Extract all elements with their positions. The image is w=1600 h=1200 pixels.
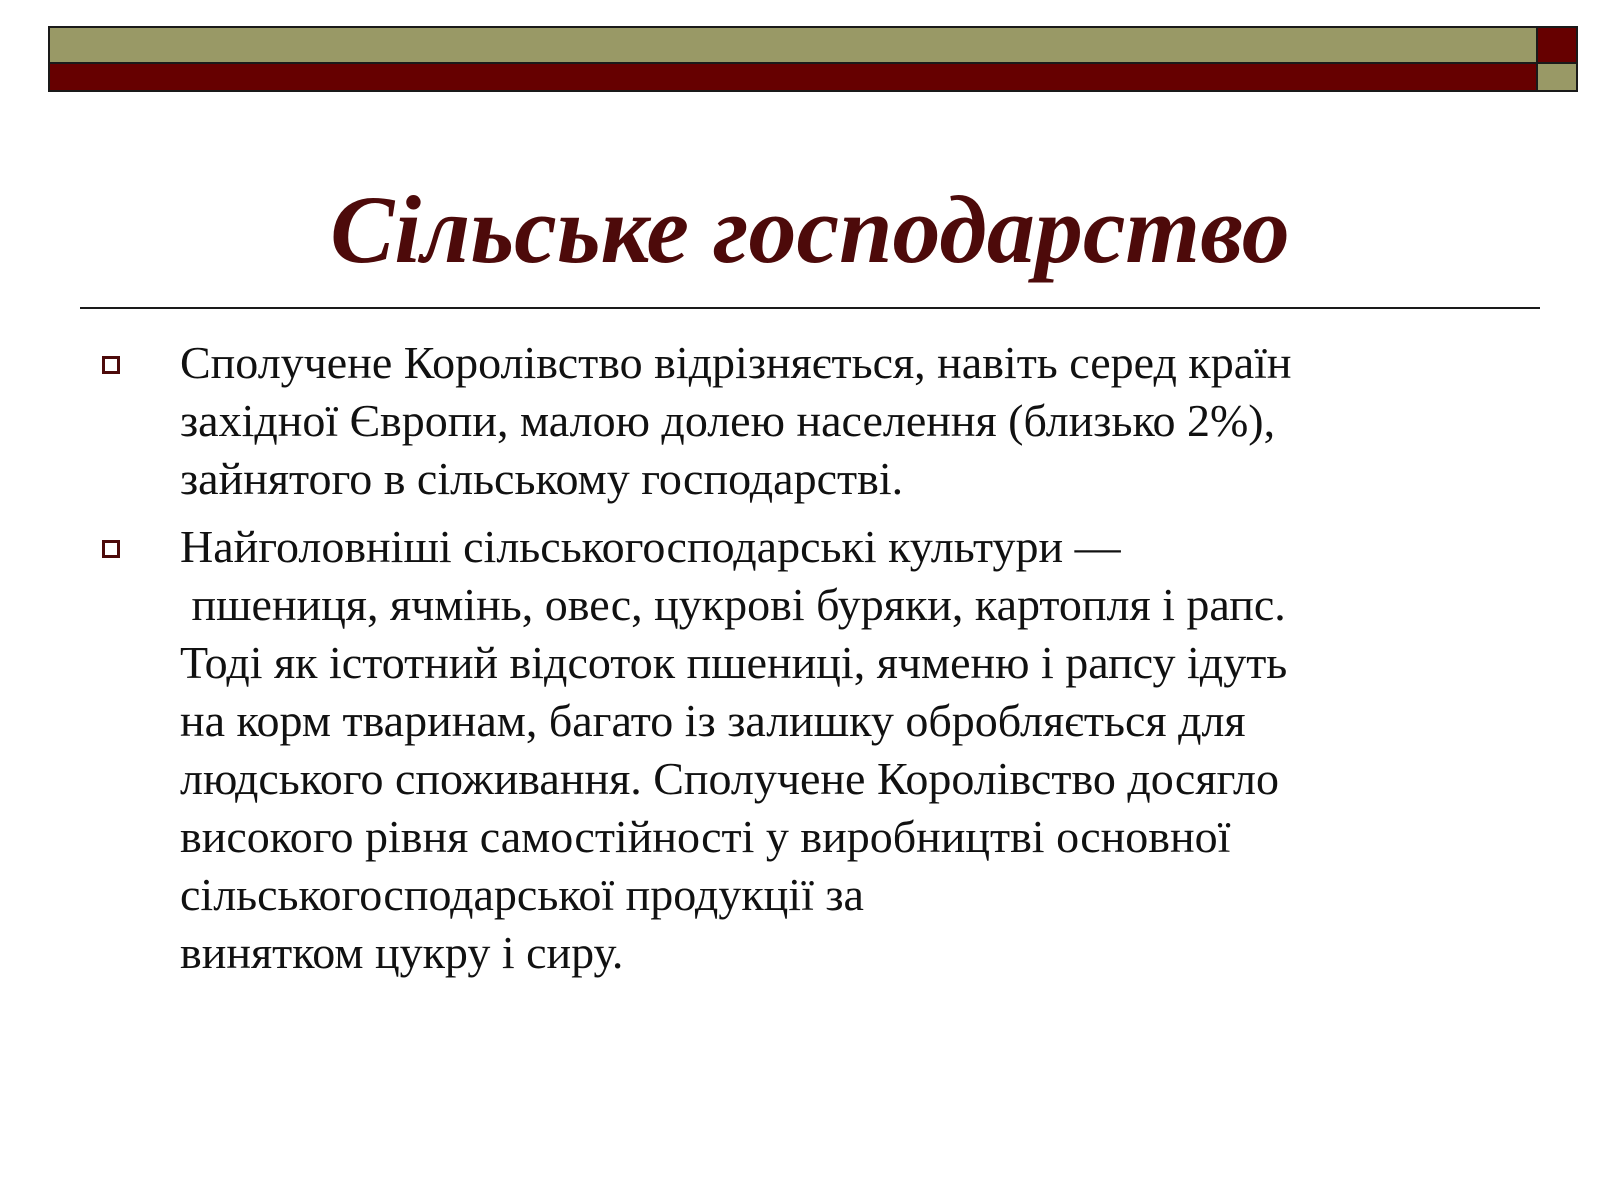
square-bullet-icon	[102, 540, 120, 558]
header-corner-red	[1536, 26, 1578, 64]
bullet-text-line: зайнятого в сільському господарстві.	[180, 453, 904, 504]
bullet-text-line: сільськогосподарської продукції за	[180, 869, 864, 920]
header-corner-olive	[1536, 64, 1578, 92]
bullet-text-line: Сполучене Королівство відрізняється, навіть серед країн	[180, 337, 1292, 388]
bullet-text-line: пшениця, ячмінь, овес, цукрові буряки, картопля і рапс.	[180, 579, 1286, 630]
bullet-text-line: Найголовніші сільськогосподарські культури —	[180, 521, 1121, 572]
square-bullet-icon	[102, 356, 120, 374]
bullet-list	[0, 334, 1600, 992]
bullet-text-line: винятком цукру і сиру.	[180, 927, 624, 978]
bullet-text-line: високого рівня самостійності у виробництві основної	[180, 811, 1231, 862]
header-bar-red	[48, 64, 1538, 92]
header-bar-olive	[48, 26, 1538, 64]
slide-title: Сільське господарство	[330, 176, 1290, 283]
bullet-item	[0, 518, 1600, 982]
bullet-text-line: Тоді як істотний відсоток пшениці, ячменю і рапсу ідуть	[180, 637, 1288, 688]
bullet-item	[0, 334, 1600, 508]
title-divider	[80, 307, 1540, 309]
bullet-text-line: на корм тваринам, багато із залишку обробляється для	[180, 695, 1246, 746]
bullet-text-line: західної Європи, малою долею населення (близько 2%),	[180, 395, 1276, 446]
bullet-text-line: людського споживання. Сполучене Королівство досягло	[180, 753, 1279, 804]
